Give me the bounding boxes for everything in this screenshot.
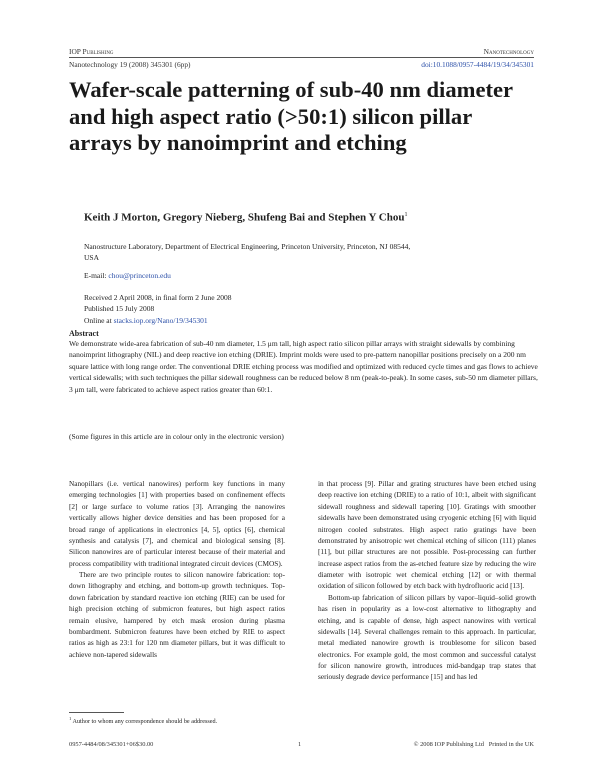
body-column-left [69,478,285,660]
journal-section: Nanotechnology [483,47,534,56]
affiliation: Nanostructure Laboratory, Department of Electrical Engineering, Princeton University, Princeton, NJ 08544, USA [84,242,411,263]
header-bottom-row [69,60,534,69]
footnote-mark: 1 [69,716,72,721]
header-top-row [69,47,534,56]
citation: Nanotechnology 19 (2008) 345301 (6pp) [69,60,191,69]
body-paragraph: There are two principle routes to silicon nanowire fabrication: top-down lithography and etching, and bottom-up growth techniques. Top-down fabrication by standard reactive ion etching (RIE) can be used for high precision etching of submicron features, but high aspect ratios remain elusive, hampered by etch mask erosion during plasma bombardment. Submicron features have been etched by RIE to aspect ratios as high as 23:1 for 120 nm diameter pillars, but it was difficult to achieve non-tapered sidewalls [69,570,285,659]
footnote-rule [69,712,124,713]
email-line [84,271,171,280]
colour-note: (Some figures in this article are in colour only in the electronic version) [69,432,284,441]
author-names: Keith J Morton, Gregory Nieberg, Shufeng Bai and Stephen Y Chou [84,211,405,224]
page-number: 1 [298,741,302,748]
online-label: Online at [84,315,112,325]
online-url-link[interactable]: stacks.iop.org/Nano/19/345301 [113,315,208,325]
publication-dates [84,292,231,326]
online-line [84,315,231,326]
email-link[interactable]: chou@princeton.edu [108,271,171,280]
abstract-heading: Abstract [69,329,99,338]
footer-copyright: © 2008 IOP Publishing Ltd Printed in the UK [413,741,534,748]
footnote-text: Author to whom any correspondence should be addressed. [72,718,218,726]
footnote [69,716,217,725]
body-paragraph: in that process [9]. Pillar and grating structures have been etched using deep reactive ion etching (DRIE) to a ratio of 10:1, albeit with significant sidewall roughness and sidewall tapering [10]. Gratings with smoother sidewalls have been demonstrated using cryogenic etching [6] with liquid nitrogen cooled substrates. High aspect ratio gratings have been demonstrated by anisotropic wet chemical etching of silicon (111) planes [11], but pillar structures are not possible. Post-processing can further increase aspect ratios from the as-etched feature size by reducing the wire diameter with isotropic wet chemical etching [12] or with thermal oxidation of silicon followed by etch back with hydrofluoric acid [13]. [318,479,536,591]
body-paragraph: Bottom-up fabrication of silicon pillars by vapor–liquid–solid growth has risen in popularity as a low-cost alternative to lithography and etching, and is capable of dense, high aspect nanowires with vertical sidewalls [14]. Several challenges remain to this approach. In particular, metal mediated nanowire growth is troublesome for silicon based electronics. For example gold, the most common and successful catalyst for silicon nanowire growth, introduces mid-bandgap trap states that seriously degrade device performance [15] and has led [318,592,536,682]
doi-link[interactable]: doi:10.1088/0957-4484/19/34/345301 [421,60,534,69]
paper-title: Wafer-scale patterning of sub-40 nm diameter and high aspect ratio (>50:1) silicon pillar arrays by nanoimprint and etching [69,77,513,155]
publisher-name: IOP Publishing [69,47,114,56]
footer-code: 0957-4484/08/345301+06$30.00 [69,741,154,748]
author-footnote-mark: 1 [404,212,408,218]
abstract-text: We demonstrate wide-area fabrication of sub-40 nm diameter, 1.5 μm tall, high aspect ratio silicon pillar arrays with straight sidewalls by combining nanoimprint lithography (NIL) and deep reactive ion etching (DRIE). Imprint molds were used to pre-pattern nanopillar positions precisely on a 200 nm square lattice with long range order. The conventional DRIE etching process was modified and optimized with reduced cycle times and gas flows to achieve vertical sidewalls; with such techniques the pillar sidewall roughness can be reduced below 8 nm (peak-to-peak). In some cases, sub-50 nm diameter pillars, 3 μm tall, were fabricated to achieve aspect ratios greater than 60:1. [69,339,538,394]
header-rule [69,57,534,58]
published-date: Published 15 July 2008 [84,304,155,314]
received-date: Received 2 April 2008, in final form 2 June 2008 [84,293,232,302]
author-list [84,208,414,226]
body-column-right [318,478,536,683]
email-label: E-mail: [84,271,107,280]
body-paragraph: Nanopillars (i.e. vertical nanowires) perform key functions in many emerging technologies [1] with properties based on confinement effects [2] or large surface to volume ratios [3]. Arranging the nanowires vertically allows higher device densities and has been proposed for a broad range of applications in electronics [4, 5], optics [6], chemical synthesis and catalysis [7], and chemical and biological sensing [8]. Silicon nanowires are of particular interest because of their material and process compatibility with traditional integrated circuit devices (CMOS). [69,479,285,568]
